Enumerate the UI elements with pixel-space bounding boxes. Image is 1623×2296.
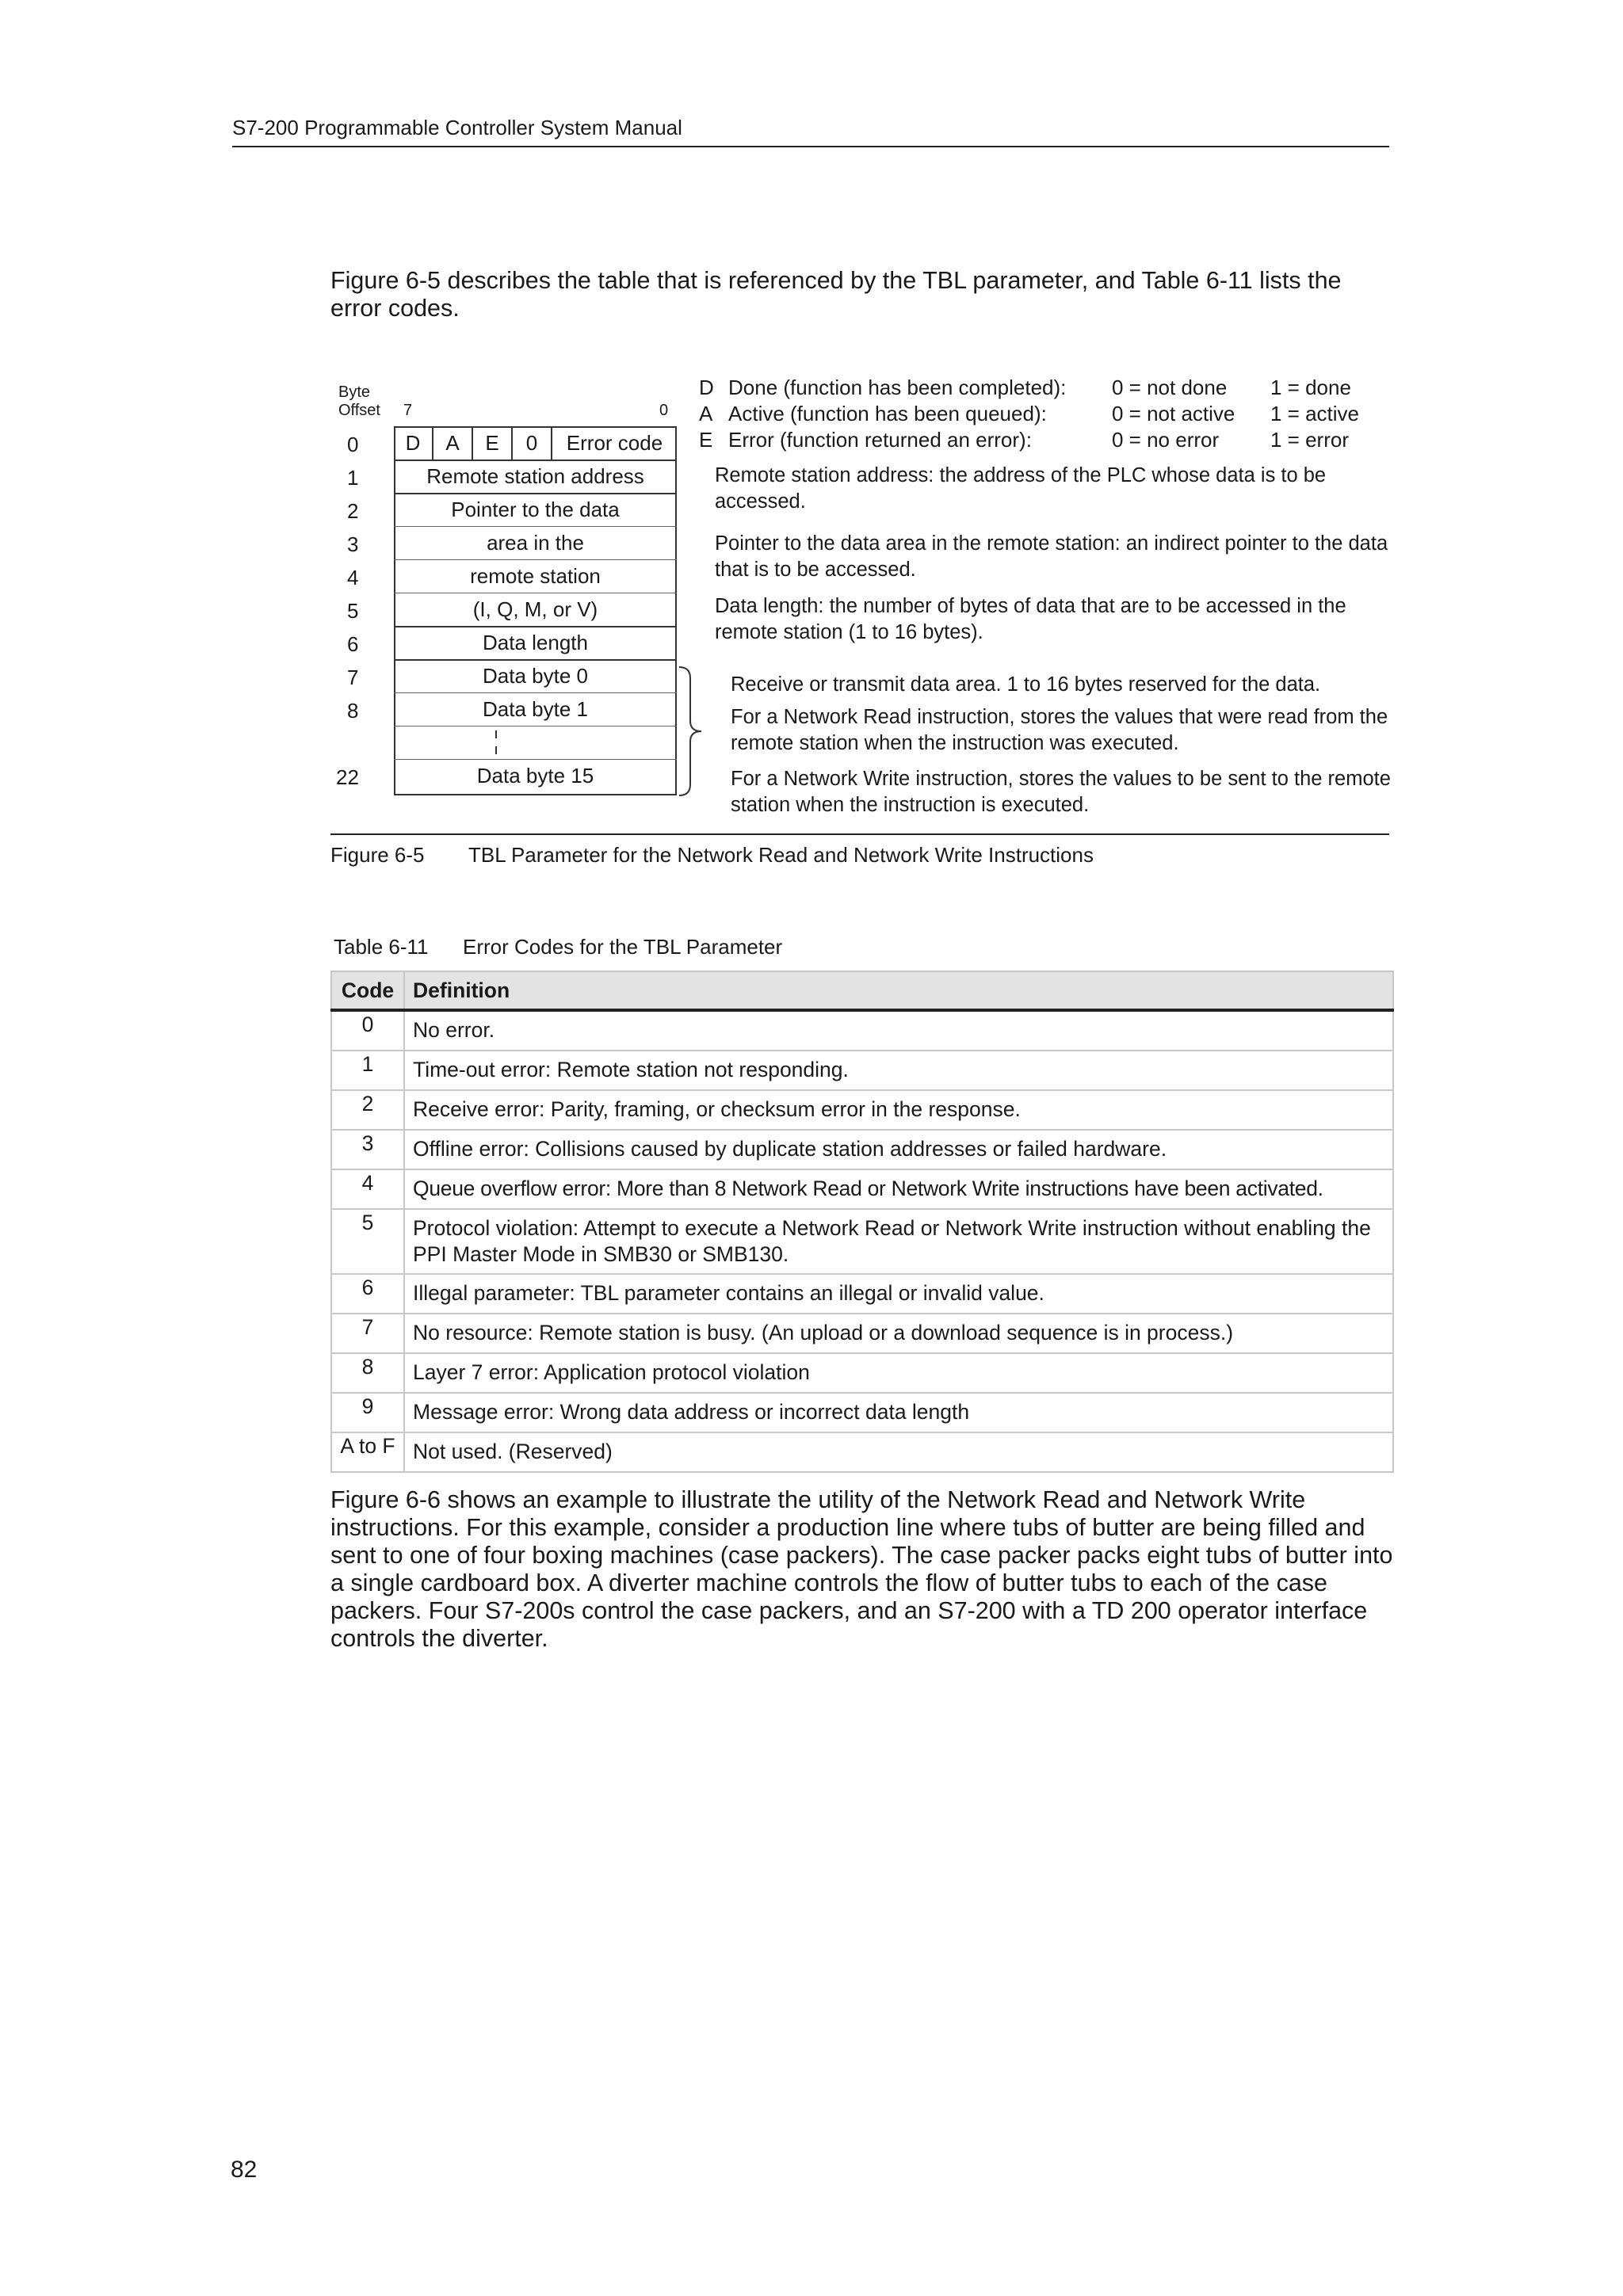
row-divider	[394, 559, 677, 560]
table-caption-number: Table 6-11	[334, 935, 429, 959]
remote-address-cell: Remote station address	[426, 464, 644, 488]
bit-high-label: 7	[403, 402, 413, 419]
code-cell: A to F	[331, 1432, 404, 1472]
header-rule	[232, 146, 1389, 147]
legend-text: Done (function has been completed):	[728, 376, 1067, 399]
definition-cell: Receive error: Parity, framing, or checksum error in the response.	[404, 1090, 1393, 1130]
data-byte-cell: Data byte 1	[483, 697, 588, 721]
offset-0: 0	[347, 433, 359, 456]
table-row	[331, 1090, 1393, 1130]
definition-cell: Offline error: Collisions caused by duplicate station addresses or failed hardware.	[404, 1130, 1393, 1169]
pointer-cell: Pointer to the data	[451, 498, 620, 521]
byte-label: Byte	[338, 383, 371, 401]
legend-value: 1 = active	[1270, 402, 1360, 425]
code-cell: 3	[331, 1130, 404, 1169]
row-divider	[394, 692, 677, 693]
legend-value: 0 = not done	[1112, 376, 1228, 399]
code-cell: 8	[331, 1353, 404, 1393]
legend-letter: D	[699, 376, 714, 399]
table-row	[331, 1209, 1393, 1274]
definition-cell: No resource: Remote station is busy. (An upload or a download sequence is in process.)	[404, 1314, 1393, 1353]
row-divider	[394, 460, 677, 461]
offset-2: 2	[347, 499, 359, 523]
row-divider	[394, 726, 677, 727]
desc-pointer: Pointer to the data area in the remote station: an indirect pointer to the data that is to be accessed.	[715, 532, 1388, 581]
legend-value: 1 = done	[1270, 376, 1351, 399]
closing-paragraph: Figure 6-6 shows an example to illustrate the utility of the Network Read and Network Write instructions. For this example, consider a production line where tubs of butter are being filled and sent to one of four boxing machines (case packers). The case packer packs eight tubs of butter into a single cardboard box. A diverter machine controls the flow of butter tubs to each of the case packers. Four S7-200s control the case packers, and an S7-200 with a TD 200 operator interface controls the diverter.	[330, 1486, 1393, 1652]
offset-22: 22	[336, 765, 359, 789]
code-cell: 4	[331, 1169, 404, 1209]
bit-a: A	[445, 431, 460, 455]
code-cell: 0	[331, 1010, 404, 1051]
code-cell: 2	[331, 1090, 404, 1130]
bit-low-label: 0	[659, 402, 669, 419]
legend-letter: E	[699, 428, 713, 452]
table-row	[331, 1274, 1393, 1314]
error-codes-table	[330, 971, 1394, 1473]
definition-cell: No error.	[404, 1010, 1393, 1051]
data-byte-cell: Data byte 0	[483, 664, 588, 688]
offset-1: 1	[347, 466, 359, 490]
table-row	[331, 1051, 1393, 1090]
definition-cell: Layer 7 error: Application protocol violation	[404, 1353, 1393, 1393]
legend-value: 1 = error	[1270, 428, 1349, 452]
legend-value: 0 = not active	[1112, 402, 1235, 425]
running-header: S7-200 Programmable Controller System Manual	[232, 116, 682, 139]
table-row	[331, 1432, 1393, 1472]
table-header-row	[331, 971, 1393, 1010]
data-byte-cell: Data byte 15	[476, 764, 594, 788]
offset-5: 5	[347, 599, 359, 623]
definition-cell: Time-out error: Remote station not responding.	[404, 1051, 1393, 1090]
legend-letter: A	[699, 402, 713, 425]
column-header-code: Code	[331, 971, 404, 1010]
bit-zero: 0	[525, 431, 538, 455]
row-divider	[394, 493, 677, 494]
data-length-cell: Data length	[483, 631, 588, 654]
legend-value: 0 = no error	[1112, 428, 1220, 452]
code-cell: 9	[331, 1393, 404, 1432]
row-divider	[394, 759, 677, 760]
table-row	[331, 1130, 1393, 1169]
offset-label: Offset	[338, 402, 380, 419]
offset-3: 3	[347, 532, 359, 556]
offset-7: 7	[347, 666, 359, 689]
desc-network-write: For a Network Write instruction, stores the values to be sent to the remote station when the instruction is executed.	[731, 768, 1391, 816]
table-row	[331, 1010, 1393, 1051]
row-divider	[394, 526, 677, 527]
figure-caption-text: TBL Parameter for the Network Read and Network Write Instructions	[468, 843, 1094, 867]
table-row	[331, 1314, 1393, 1353]
desc-data-length: Data length: the number of bytes of data that are to be accessed in the remote station (1 to 16 bytes).	[715, 595, 1346, 643]
definition-cell: Protocol violation: Attempt to execute a Network Read or Network Write instruction without enabling the PPI Master Mode in SMB30 or SMB130.	[404, 1209, 1393, 1274]
bit-e: E	[485, 431, 499, 455]
intro-paragraph: Figure 6-5 describes the table that is referenced by the TBL parameter, and Table 6-11 lists the error codes.	[330, 267, 1342, 322]
definition-cell: Queue overflow error: More than 8 Network Read or Network Write instructions have been activated.	[404, 1169, 1393, 1209]
figure-caption-number: Figure 6-5	[330, 843, 425, 867]
table-row	[331, 1169, 1393, 1209]
table-caption-text: Error Codes for the TBL Parameter	[463, 935, 783, 959]
code-cell: 6	[331, 1274, 404, 1314]
definition-cell: Not used. (Reserved)	[404, 1432, 1393, 1472]
definition-cell: Illegal parameter: TBL parameter contains an illegal or invalid value.	[404, 1274, 1393, 1314]
offset-6: 6	[347, 632, 359, 656]
brace-icon	[678, 666, 709, 797]
definition-cell: Message error: Wrong data address or incorrect data length	[404, 1393, 1393, 1432]
bit-d: D	[405, 431, 421, 455]
row-divider	[394, 659, 677, 661]
page-number: 82	[231, 2157, 258, 2183]
pointer-cell: (I, Q, M, or V)	[472, 597, 598, 621]
code-cell: 7	[331, 1314, 404, 1353]
pointer-cell: area in the	[487, 531, 584, 555]
offset-4: 4	[347, 566, 359, 589]
ellipsis-marks	[491, 729, 501, 757]
error-code-cell: Error code	[566, 431, 663, 455]
desc-remote-address: Remote station address: the address of the PLC whose data is to be accessed.	[715, 464, 1327, 513]
code-cell: 5	[331, 1209, 404, 1274]
legend-text: Error (function returned an error):	[728, 428, 1032, 452]
table-row	[331, 1353, 1393, 1393]
code-cell: 1	[331, 1051, 404, 1090]
table-row	[331, 1393, 1393, 1432]
pointer-cell: remote station	[470, 564, 601, 588]
column-header-definition: Definition	[404, 971, 1393, 1010]
row-divider	[394, 626, 677, 627]
legend-text: Active (function has been queued):	[728, 402, 1047, 425]
desc-data-area: Receive or transmit data area. 1 to 16 bytes reserved for the data.	[731, 673, 1321, 696]
desc-network-read: For a Network Read instruction, stores the values that were read from the remote station when the instruction was executed.	[731, 706, 1388, 754]
figure-rule	[330, 833, 1389, 835]
offset-8: 8	[347, 699, 359, 723]
